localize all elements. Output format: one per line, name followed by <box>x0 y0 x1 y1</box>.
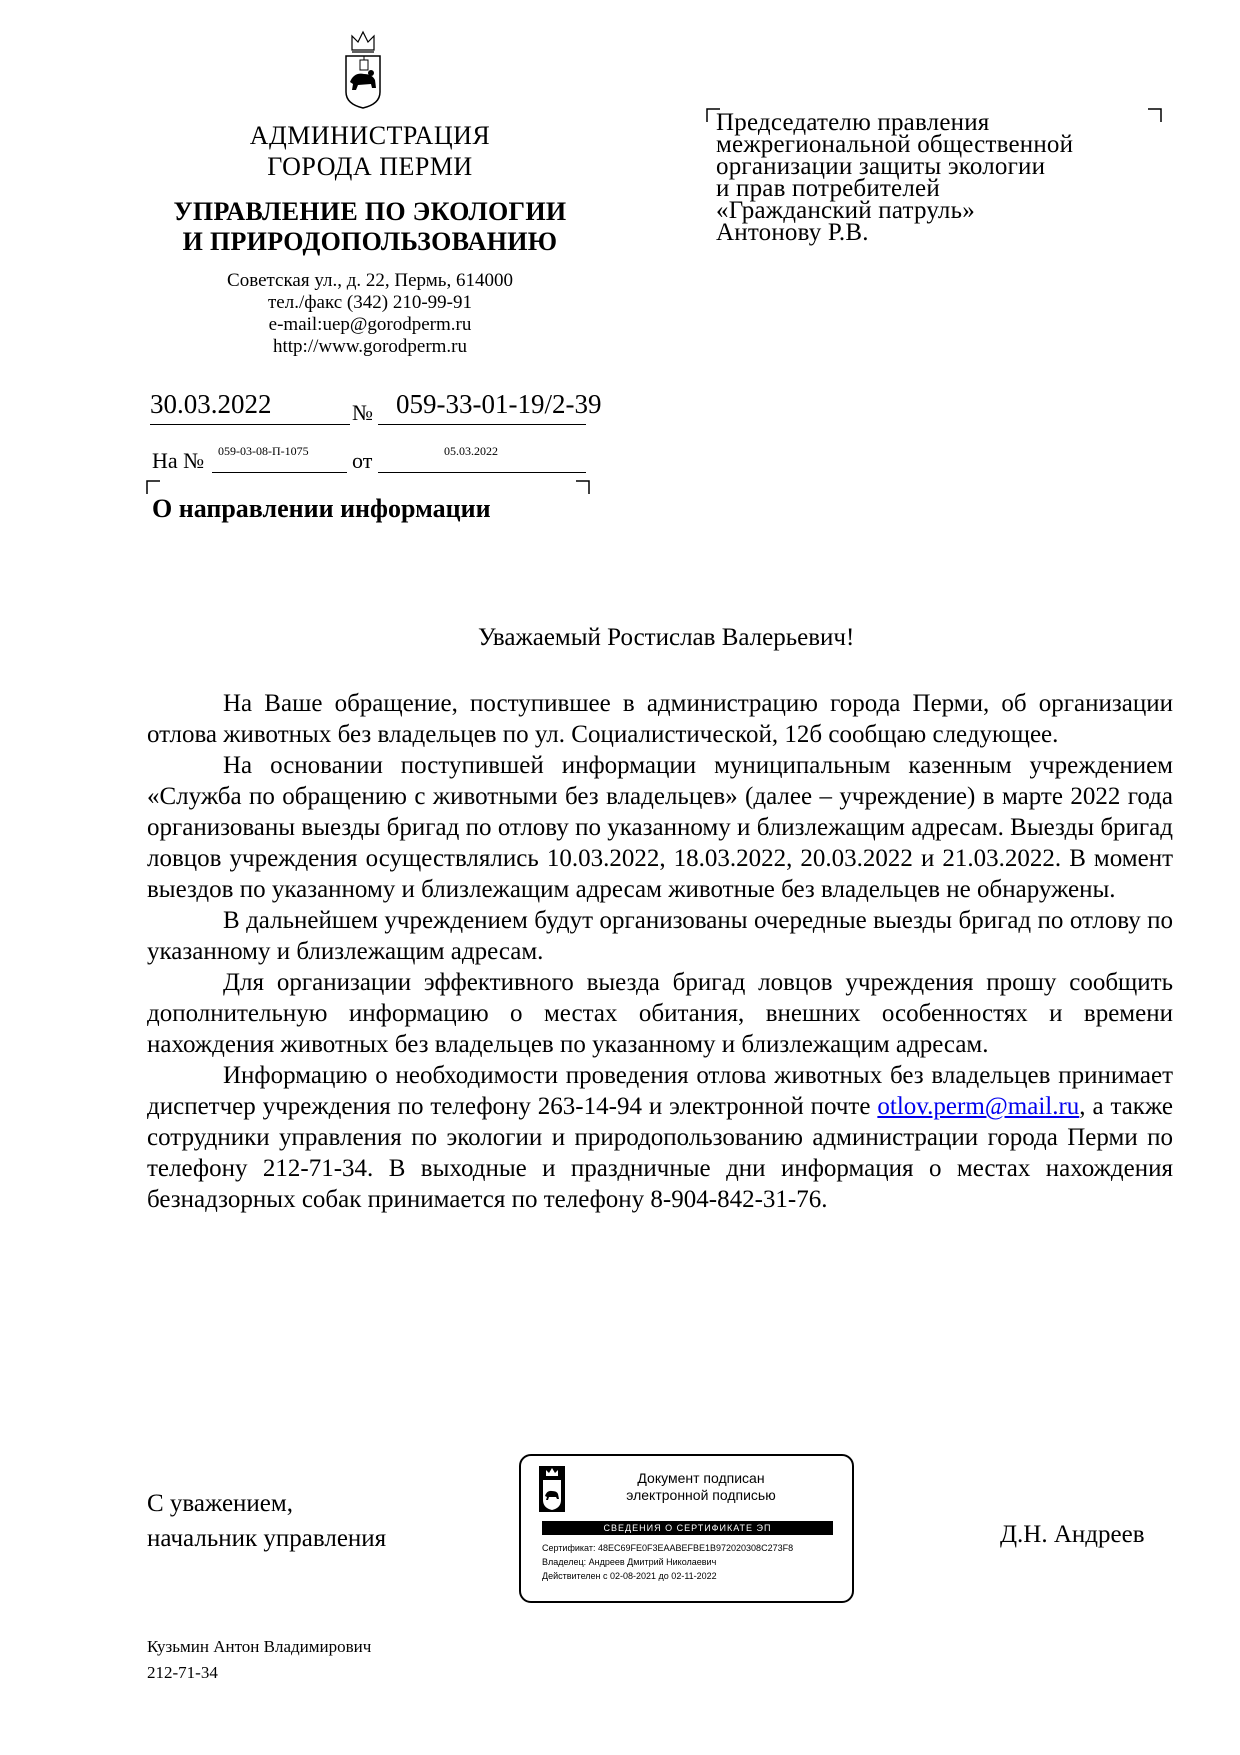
esign-validity: Действителен с 02-08-2021 до 02-11-2022 <box>542 1571 717 1581</box>
org-name-line2: ГОРОДА ПЕРМИ <box>267 152 473 181</box>
signer-position: начальник управления <box>147 1525 387 1552</box>
reply-date: 05.03.2022 <box>378 440 586 473</box>
org-name-line1: АДМИНИСТРАЦИЯ <box>249 121 491 150</box>
body-paragraph: Для организации эффективного выезда бригад ловцов учреждения прошу сообщить дополнительную информацию о местах обитания, внешних особенностях и времени нахождения животных без владельцев по указанному и близлежащим адресам. <box>147 969 1173 1058</box>
body-paragraph: На Ваше обращение, поступившее в администрацию города Перми, об организации отлова животных без владельцев по ул. Социалистической, 12б сообщаю следующее. <box>147 690 1173 748</box>
closing-line: С уважением, <box>147 1490 293 1517</box>
sender-email: e-mail:uep@gorodperm.ru <box>268 314 472 335</box>
sender-website: http://www.gorodperm.ru <box>272 336 468 357</box>
esign-title-line2: электронной подписью <box>626 1487 776 1503</box>
salutation: Уважаемый Ростислав Валерьевич! <box>478 624 855 651</box>
corner-mark <box>576 480 590 494</box>
recipient-line: организации защиты экологии <box>716 153 1046 180</box>
reply-from-label: от <box>352 448 373 473</box>
reply-label: На № <box>152 448 205 473</box>
department-name-line2: И ПРИРОДОПОЛЬЗОВАНИЮ <box>182 227 558 256</box>
body-paragraph: На основании поступившей информации муниципальным казенным учреждением «Служба по обращению с животными без владельцев» (далее – учреждение) в марте 2022 года организованы выезды бригад по отлову по указанному и близлежащим адресам. Выезды бригад ловцов учреждения осуществлялись 10.03.2022, 18.03.2022, 20.03.2022 и 21.03.2022. В момент выездов по указанному и близлежащим адресам животные без владельцев не обнаружены. <box>147 752 1173 903</box>
registration-date: 30.03.2022 <box>150 386 350 425</box>
recipient-line: Председателю правления <box>716 109 990 136</box>
registration-number: 059-33-01-19/2-39 <box>378 386 586 425</box>
sender-address: Советская ул., д. 22, Пермь, 614000 <box>227 270 513 291</box>
reply-number: 059-03-08-П-1075 <box>212 440 347 473</box>
esign-title-line1: Документ подписан <box>637 1470 765 1486</box>
sender-phone: тел./факс (342) 210-99-91 <box>268 292 472 313</box>
electronic-signature-stamp <box>519 1454 854 1603</box>
corner-mark <box>146 480 160 494</box>
executor-name: Кузьмин Антон Владимирович <box>147 1637 372 1656</box>
body-paragraph: В дальнейшем учреждением будут организованы очередные выезды бригад по отлову по указанному и близлежащим адресам. <box>147 907 1173 965</box>
recipient-line: и прав потребителей <box>716 175 940 202</box>
registration-number-label: № <box>352 400 373 425</box>
esign-certificate: Сертификат: 48EC69FE0F3EAABEFBE1B972020308C273F8 <box>542 1543 794 1553</box>
body-paragraph: Информацию о необходимости проведения отлова животных без владельцев принимает диспетчер учреждения по телефону 263-14-94 и электронной почте otlov.perm@mail.ru, а также сотрудники управления по экологии и природопользованию администрации города Перми по телефону 212-71-34. В выходные и праздничные дни информация о местах нахождения безнадзорных собак принимается по телефону 8-904-842-31-76. <box>147 1062 1173 1213</box>
perm-coat-of-arms-icon <box>338 30 388 110</box>
recipient-line: «Гражданский патруль» <box>716 197 975 224</box>
letter-body <box>147 688 1173 1215</box>
signer-name: Д.Н. Андреев <box>1000 1521 1145 1548</box>
email-link[interactable]: otlov.perm@mail.ru <box>877 1093 1080 1120</box>
recipient-line: межрегиональной общественной <box>716 131 1074 158</box>
esign-owner: Владелец: Андреев Дмитрий Николаевич <box>542 1557 717 1567</box>
recipient-name: Антонову Р.В. <box>716 219 869 246</box>
subject: О направлении информации <box>152 494 491 523</box>
executor-phone: 212-71-34 <box>147 1663 218 1682</box>
perm-coat-of-arms-icon <box>539 1466 565 1512</box>
recipient-block <box>716 109 1156 246</box>
department-name-line1: УПРАВЛЕНИЕ ПО ЭКОЛОГИИ <box>173 197 567 226</box>
esign-cert-header: СВЕДЕНИЯ О СЕРТИФИКАТЕ ЭП <box>542 1521 833 1535</box>
